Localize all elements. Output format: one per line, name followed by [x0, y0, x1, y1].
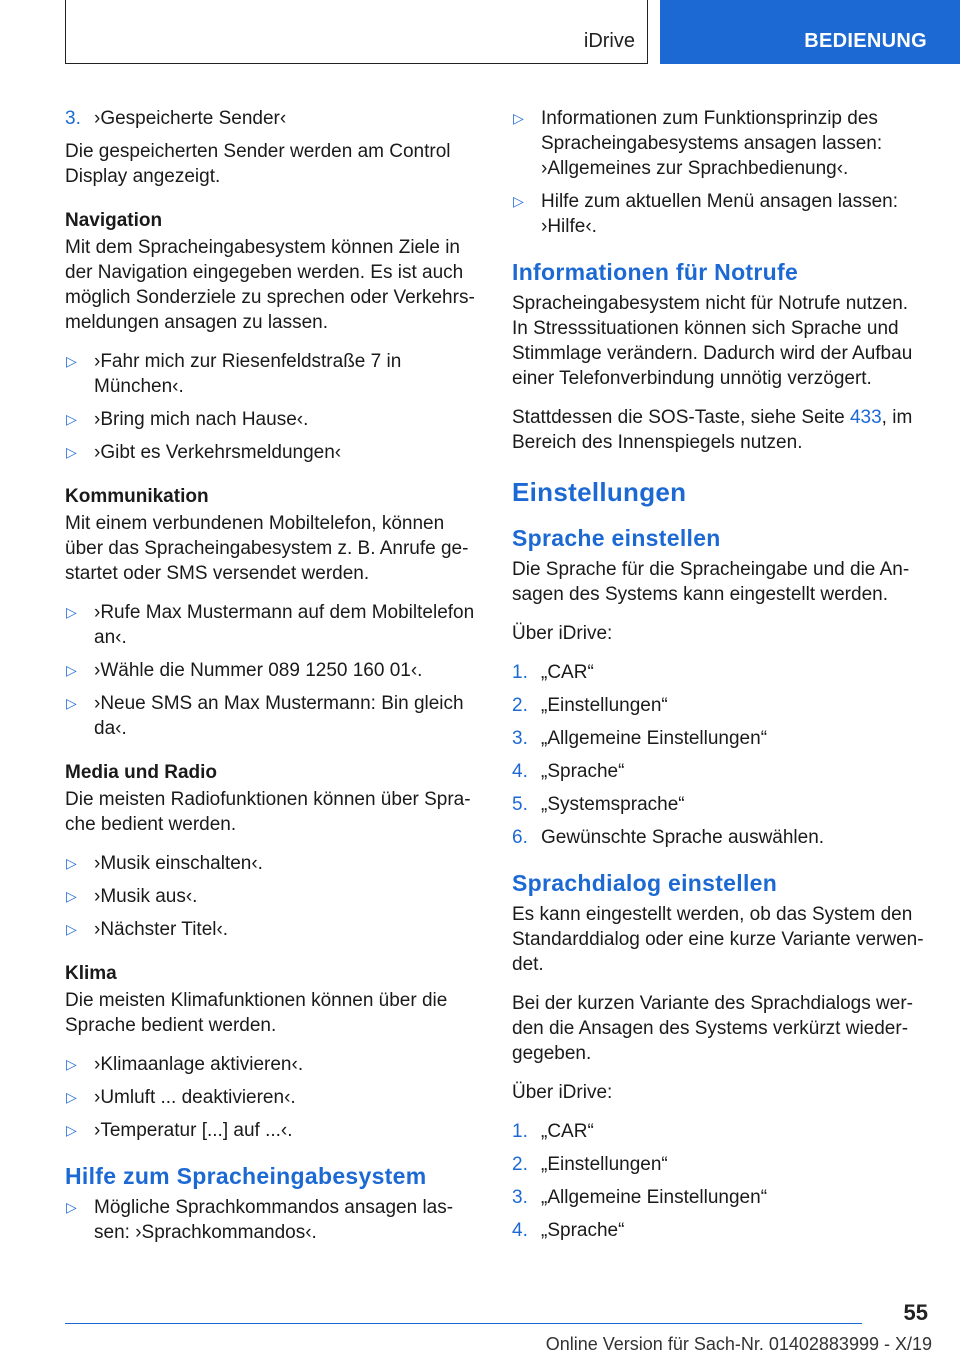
bullet-list-navigation	[65, 349, 481, 465]
step-text: „Einstellungen“	[541, 1154, 668, 1175]
list-item-text: ›Bring mich nach Hause‹.	[94, 409, 309, 430]
list-item-text: ›Musik aus‹.	[94, 886, 198, 907]
step-text: „Allgemeine Einstellungen“	[541, 1187, 768, 1208]
text-run: Stattdessen die SOS-Taste, siehe Seite	[512, 407, 850, 428]
step-number: 2.	[512, 695, 528, 716]
right-column	[512, 106, 928, 1257]
step-number: 3.	[512, 728, 528, 749]
bullet-list-hilfe	[65, 1195, 481, 1245]
page-reference-link[interactable]: 433	[849, 407, 882, 428]
triangle-bullet-icon: ▷	[66, 855, 77, 871]
paragraph-sos	[512, 405, 928, 455]
step-number: 1.	[512, 1121, 528, 1142]
text-run: , im Bereich des Innenspiegels nutzen.	[512, 407, 913, 453]
list-item-text: ›Rufe Max Mustermann auf dem Mobiltelefon an‹.	[94, 602, 475, 648]
triangle-bullet-icon: ▷	[66, 921, 77, 937]
list-item	[65, 600, 481, 650]
paragraph: Mit dem Spracheingabesystem können Ziele in der Navigation eingegeben werden. Es ist auch möglich Sonderziele zu sprechen oder Verkehrsmeldungen ansagen zu lassen.	[65, 237, 475, 333]
page-number: 55	[903, 1300, 928, 1325]
list-item-text: ›Umluft ... deaktivieren‹.	[94, 1087, 296, 1108]
heading-sprache-einstellen: Sprache einstellen	[512, 525, 721, 551]
list-item	[512, 1152, 928, 1177]
triangle-bullet-icon: ▷	[66, 411, 77, 427]
list-item	[65, 407, 481, 432]
subheading-media: Media und Radio	[65, 762, 217, 783]
triangle-bullet-icon: ▷	[66, 604, 77, 620]
step-number: 3.	[65, 108, 81, 129]
header-section-box	[65, 0, 648, 64]
triangle-bullet-icon: ▷	[66, 695, 77, 711]
step-text: „Allgemeine Einstellungen“	[541, 728, 768, 749]
footer-version-text: Online Version für Sach-Nr. 01402883999 - X/19	[545, 1334, 932, 1354]
list-item	[65, 349, 481, 399]
list-item	[65, 691, 481, 741]
step-number: 3.	[512, 1187, 528, 1208]
step-list-sprachdialog	[512, 1119, 928, 1243]
step-text: ›Gespeicherte Sender‹	[94, 108, 287, 129]
paragraph: Spracheingabesystem nicht für Notrufe nutzen. In Stresssituationen können sich Sprache und Stimmlage verändern. Dadurch wird der Aufbau einer Telefonverbindung unnötig verzögert.	[512, 293, 913, 389]
paragraph: Es kann eingestellt werden, ob das System den Standarddialog oder eine kurze Variante verwendet.	[512, 904, 924, 975]
triangle-bullet-icon: ▷	[66, 662, 77, 678]
paragraph: Mit einem verbundenen Mobiltelefon, können über das Spracheingabesystem z. B. Anrufe gestartet oder SMS versendet werden.	[65, 513, 469, 584]
list-item	[512, 1185, 928, 1210]
subheading-klima: Klima	[65, 963, 117, 984]
list-item	[512, 792, 928, 817]
list-item	[512, 189, 928, 239]
step-list-sprache	[512, 660, 928, 850]
list-item	[65, 106, 481, 131]
list-item-text: ›Wähle die Nummer 089 1250 160 01‹.	[94, 660, 423, 681]
triangle-bullet-icon: ▷	[513, 110, 524, 126]
step-text: „Sprache“	[541, 761, 625, 782]
subheading-kommunikation: Kommunikation	[65, 486, 209, 507]
step-number: 2.	[512, 1154, 528, 1175]
list-item-text: Mögliche Sprachkommandos ansagen lassen: ›Sprachkommandos‹.	[94, 1197, 454, 1243]
paragraph: Die meisten Klimafunktionen können über die Sprache bedient werden.	[65, 990, 448, 1036]
triangle-bullet-icon: ▷	[66, 1199, 77, 1215]
list-item	[512, 825, 928, 850]
list-item-text: ›Nächster Titel‹.	[94, 919, 229, 940]
list-item	[512, 726, 928, 751]
list-item	[65, 1195, 481, 1245]
step-number: 6.	[512, 827, 528, 848]
list-item	[65, 851, 481, 876]
list-item-text: ›Neue SMS an Max Mustermann: Bin gleich da‹.	[94, 693, 464, 739]
subheading-navigation: Navigation	[65, 210, 163, 231]
triangle-bullet-icon: ▷	[66, 1089, 77, 1105]
list-item-text: ›Fahr mich zur Riesenfeldstraße 7 in München‹.	[94, 351, 402, 397]
heading-einstellungen: Einstellungen	[512, 477, 687, 507]
step-number: 4.	[512, 761, 528, 782]
step-number: 4.	[512, 1220, 528, 1241]
paragraph: Bei der kurzen Variante des Sprachdialogs werden die Ansagen des Systems verkürzt wiedergegeben.	[512, 993, 913, 1064]
list-item	[512, 1218, 928, 1243]
heading-sprachdialog: Sprachdialog einstellen	[512, 870, 778, 896]
step-list-continued	[65, 106, 481, 131]
header-chapter-title: BEDIENUNG	[804, 30, 927, 52]
step-text: „Sprache“	[541, 1220, 625, 1241]
list-item-text: ›Klimaanlage aktivieren‹.	[94, 1054, 304, 1075]
bullet-list-hilfe-continued	[512, 106, 928, 239]
list-item	[512, 660, 928, 685]
paragraph: Die meisten Radiofunktionen können über Sprache bedient werden.	[65, 789, 471, 835]
triangle-bullet-icon: ▷	[66, 1056, 77, 1072]
list-item-text: Informationen zum Funktionsprinzip des Spracheingabesystems ansagen lassen: ›Allgemeines zur Sprachbedienung‹.	[541, 108, 883, 179]
header-section-title: iDrive	[583, 30, 635, 52]
list-item-text: ›Temperatur [...] auf ...‹.	[94, 1120, 293, 1141]
list-item-text: Hilfe zum aktuellen Menü ansagen lassen: ›Hilfe‹.	[541, 191, 898, 237]
heading-notrufe: Informationen für Notrufe	[512, 259, 799, 285]
bullet-list-media	[65, 851, 481, 942]
triangle-bullet-icon: ▷	[66, 444, 77, 460]
step-text: Gewünschte Sprache auswählen.	[541, 827, 825, 848]
paragraph: Die Sprache für die Spracheingabe und die Ansagen des Systems kann eingestellt werden.	[512, 559, 910, 605]
header-chapter-tab	[660, 0, 960, 64]
list-item	[65, 1052, 481, 1077]
list-item	[512, 106, 928, 181]
triangle-bullet-icon: ▷	[513, 193, 524, 209]
triangle-bullet-icon: ▷	[66, 888, 77, 904]
list-item	[65, 440, 481, 465]
list-item	[65, 884, 481, 909]
step-text: „CAR“	[541, 1121, 594, 1142]
triangle-bullet-icon: ▷	[66, 1122, 77, 1138]
bullet-list-kommunikation	[65, 600, 481, 741]
step-text: „Systemsprache“	[541, 794, 685, 815]
step-text: „Einstellungen“	[541, 695, 668, 716]
paragraph: Über iDrive:	[512, 1082, 613, 1103]
heading-hilfe: Hilfe zum Spracheingabesystem	[65, 1163, 427, 1189]
bullet-list-klima	[65, 1052, 481, 1143]
list-item	[65, 1085, 481, 1110]
triangle-bullet-icon: ▷	[66, 353, 77, 369]
list-item	[65, 658, 481, 683]
list-item-text: ›Gibt es Verkehrsmeldungen‹	[94, 442, 342, 463]
list-item-text: ›Musik einschalten‹.	[94, 853, 263, 874]
footer-divider	[65, 1323, 862, 1324]
list-item	[512, 1119, 928, 1144]
list-item	[512, 693, 928, 718]
step-number: 5.	[512, 794, 528, 815]
step-number: 1.	[512, 662, 528, 683]
list-item	[65, 1118, 481, 1143]
left-column	[65, 106, 481, 1259]
paragraph: Über iDrive:	[512, 623, 613, 644]
paragraph: Die gespeicherten Sender werden am Control Display angezeigt.	[65, 141, 451, 187]
step-text: „CAR“	[541, 662, 594, 683]
list-item	[65, 917, 481, 942]
list-item	[512, 759, 928, 784]
